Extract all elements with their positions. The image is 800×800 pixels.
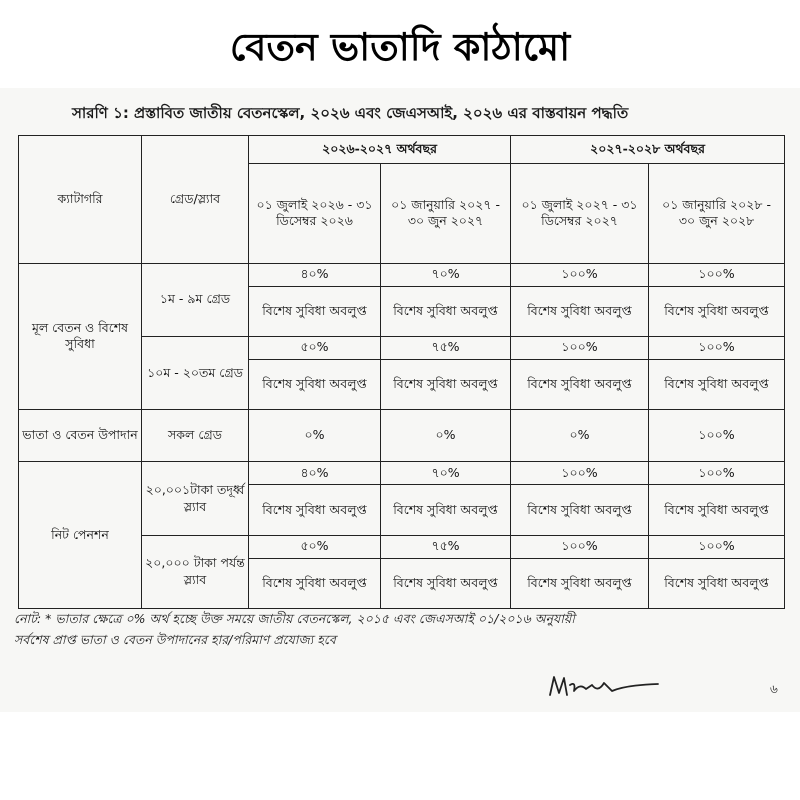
period-header: ০১ জুলাই ২০২৭ - ৩১ ডিসেম্বর ২০২৭: [511, 164, 649, 263]
category-header: ক্যাটাগরি: [19, 136, 142, 264]
period-header: ০১ জুলাই ২০২৬ - ৩১ ডিসেম্বর ২০২৬: [249, 164, 381, 263]
category-cell: নিট পেনশন: [19, 462, 142, 609]
percent-cell: ৭০%: [381, 462, 511, 485]
percent-cell: ০%: [249, 410, 381, 462]
percent-cell: ৫০%: [249, 535, 381, 558]
period-header: ০১ জানুয়ারি ২০২৮ - ৩০ জুন ২০২৮: [649, 164, 785, 263]
page-number: ৬: [770, 682, 778, 696]
percent-cell: ১০০%: [511, 462, 649, 485]
benefit-abolished-cell: বিশেষ সুবিধা অবলুপ্ত: [511, 558, 649, 608]
percent-cell: ৭০%: [381, 263, 511, 286]
percent-cell: ৪০%: [249, 462, 381, 485]
percent-cell: ৪০%: [249, 263, 381, 286]
benefit-abolished-cell: বিশেষ সুবিধা অবলুপ্ত: [381, 359, 511, 409]
percent-cell: ১০০%: [649, 410, 785, 462]
benefit-abolished-cell: বিশেষ সুবিধা অবলুপ্ত: [649, 485, 785, 535]
percent-cell: ১০০%: [649, 462, 785, 485]
percent-cell: ৭৫%: [381, 535, 511, 558]
fiscal-year-header: ২০২৬-২০২৭ অর্থবছর: [249, 136, 511, 164]
percent-cell: ০%: [381, 410, 511, 462]
percent-cell: ১০০%: [649, 535, 785, 558]
benefit-abolished-cell: বিশেষ সুবিধা অবলুপ্ত: [649, 558, 785, 608]
category-cell: মূল বেতন ও বিশেষ সুবিধা: [19, 263, 142, 409]
percent-cell: ০%: [511, 410, 649, 462]
percent-cell: ১০০%: [649, 263, 785, 286]
benefit-abolished-cell: বিশেষ সুবিধা অবলুপ্ত: [511, 359, 649, 409]
pay-implementation-table: [18, 135, 785, 609]
benefit-abolished-cell: বিশেষ সুবিধা অবলুপ্ত: [649, 359, 785, 409]
percent-cell: ১০০%: [511, 535, 649, 558]
page-headline: বেতন ভাতাদি কাঠামো: [229, 25, 571, 69]
benefit-abolished-cell: বিশেষ সুবিধা অবলুপ্ত: [511, 485, 649, 535]
grade-cell: ১০ম - ২০তম গ্রেড: [142, 336, 249, 409]
percent-cell: ১০০%: [511, 336, 649, 359]
fiscal-year-header: ২০২৭-২০২৮ অর্থবছর: [511, 136, 785, 164]
benefit-abolished-cell: বিশেষ সুবিধা অবলুপ্ত: [249, 558, 381, 608]
document-scan: [0, 88, 800, 712]
benefit-abolished-cell: বিশেষ সুবিধা অবলুপ্ত: [381, 286, 511, 336]
footnote: [14, 608, 794, 651]
grade-cell: ২০,০০১টাকা তদূর্ধ্ব স্ল্যাব: [142, 462, 249, 535]
percent-cell: ১০০%: [511, 263, 649, 286]
benefit-abolished-cell: বিশেষ সুবিধা অবলুপ্ত: [249, 286, 381, 336]
grade-cell: ২০,০০০ টাকা পর্যন্ত স্ল্যাব: [142, 535, 249, 608]
grade-cell: ১ম - ৯ম গ্রেড: [142, 263, 249, 336]
percent-cell: ৫০%: [249, 336, 381, 359]
benefit-abolished-cell: বিশেষ সুবিধা অবলুপ্ত: [381, 558, 511, 608]
grade-header: গ্রেড/স্ল্যাব: [142, 136, 249, 264]
footnote-line: সর্বশেষ প্রাপ্ত ভাতা ও বেতন উপাদানের হার/পরিমাণ প্রযোজ্য হবে: [14, 632, 336, 648]
category-cell: ভাতা ও বেতন উপাদান: [19, 410, 142, 462]
benefit-abolished-cell: বিশেষ সুবিধা অবলুপ্ত: [249, 359, 381, 409]
period-header: ০১ জানুয়ারি ২০২৭ - ৩০ জুন ২০২৭: [381, 164, 511, 263]
benefit-abolished-cell: বিশেষ সুবিধা অবলুপ্ত: [511, 286, 649, 336]
benefit-abolished-cell: বিশেষ সুবিধা অবলুপ্ত: [649, 286, 785, 336]
signature-mark: [546, 671, 662, 703]
benefit-abolished-cell: বিশেষ সুবিধা অবলুপ্ত: [249, 485, 381, 535]
footnote-line: নোট: * ভাতার ক্ষেত্রে ০% অর্থ হচ্ছে উক্ত সময়ে জাতীয় বেতনস্কেল, ২০১৫ এবং জেএসআই ০১/২০১৬ অনুযায়ী: [14, 611, 575, 626]
percent-cell: ১০০%: [649, 336, 785, 359]
table-caption: সারণি ১: প্রস্তাবিত জাতীয় বেতনস্কেল, ২০২৬ এবং জেএসআই, ২০২৬ এর বাস্তবায়ন পদ্ধতি: [72, 104, 629, 122]
grade-cell: সকল গ্রেড: [142, 410, 249, 462]
benefit-abolished-cell: বিশেষ সুবিধা অবলুপ্ত: [381, 485, 511, 535]
percent-cell: ৭৫%: [381, 336, 511, 359]
